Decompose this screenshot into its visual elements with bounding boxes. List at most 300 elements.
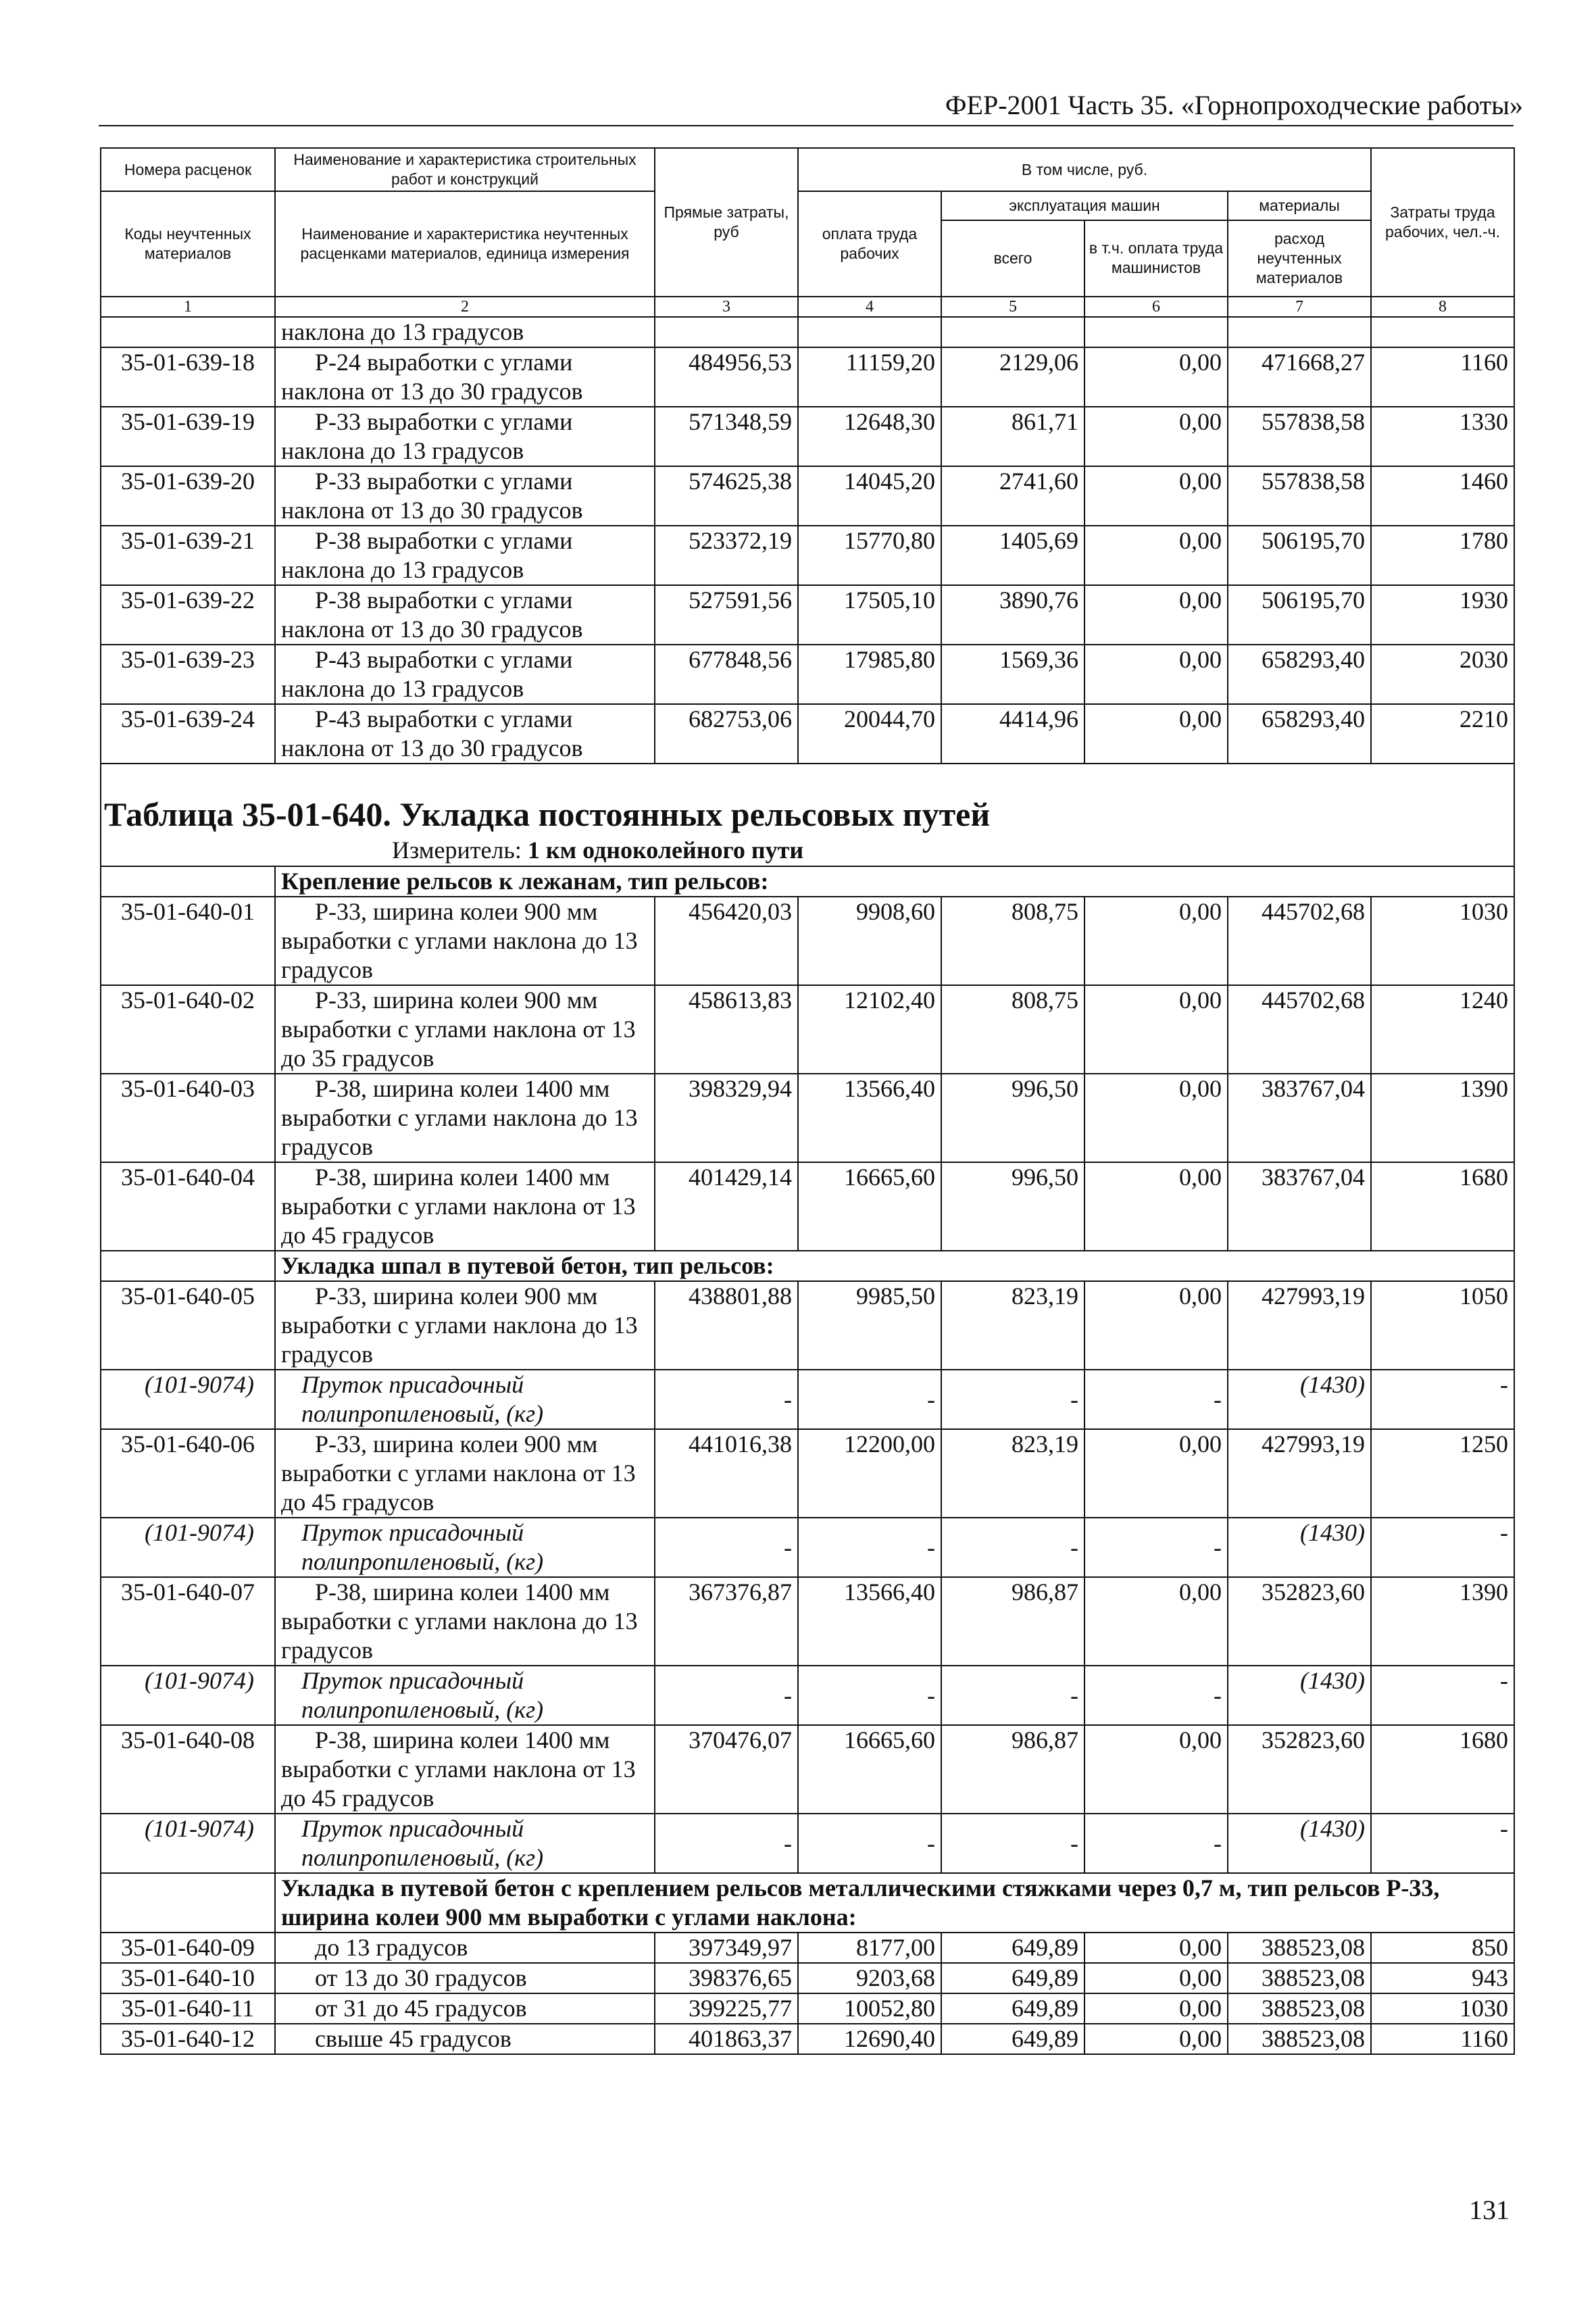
header-materials-use: расход неучтенных материалов <box>1228 220 1371 297</box>
material-code: (101-9074) <box>101 1370 275 1429</box>
column-number: 3 <box>655 297 798 317</box>
value-cell: 557838,58 <box>1228 407 1371 466</box>
material-name-text: Пруток присадочный полипропиленовый, (кг) <box>301 1815 544 1871</box>
value-cell: 388523,08 <box>1228 2024 1371 2054</box>
value-cell: 401863,37 <box>655 2024 798 2054</box>
value-cell: 1405,69 <box>941 526 1084 585</box>
value-cell: 0,00 <box>1084 1074 1228 1162</box>
material-code: (101-9074) <box>101 1814 275 1873</box>
table-title-row <box>101 764 1514 866</box>
rate-name <box>275 1993 655 2024</box>
subsection-spacer <box>101 1251 275 1281</box>
value-cell: 9908,60 <box>798 897 941 985</box>
subsection-cell <box>275 1873 1514 1933</box>
header-direct-costs: Прямые затраты, руб <box>655 148 798 297</box>
value-cell: 0,00 <box>1084 985 1228 1074</box>
value-cell: - <box>798 1666 941 1725</box>
rate-code: 35-01-640-08 <box>101 1725 275 1814</box>
table-row <box>101 1963 1514 1993</box>
value-cell: 850 <box>1371 1933 1514 1963</box>
rate-code: 35-01-640-12 <box>101 2024 275 2054</box>
table-row <box>101 1725 1514 1814</box>
value-cell: 808,75 <box>941 985 1084 1074</box>
column-number: 2 <box>275 297 655 317</box>
value-cell: 484956,53 <box>655 347 798 407</box>
table-title-cell <box>101 764 1514 866</box>
rate-name-first-line: Р-38, ширина колеи 1400 мм <box>315 1726 610 1753</box>
value-cell: 11159,20 <box>798 347 941 407</box>
value-cell: 0,00 <box>1084 1429 1228 1518</box>
material-name <box>275 1370 655 1429</box>
header-material-codes: Коды неучтенных материалов <box>101 191 275 297</box>
value-cell: 0,00 <box>1084 585 1228 645</box>
rate-name-first-line: Р-38, ширина колеи 1400 мм <box>315 1164 610 1191</box>
value-cell: - <box>1371 1814 1514 1873</box>
value-cell: 571348,59 <box>655 407 798 466</box>
value-cell: 15770,80 <box>798 526 941 585</box>
value-cell: - <box>1084 1666 1228 1725</box>
rate-name-first-line: Р-43 выработки с углами <box>315 646 573 673</box>
value-cell: 0,00 <box>1084 1933 1228 1963</box>
value-cell: - <box>1371 1666 1514 1725</box>
rate-code: 35-01-639-19 <box>101 407 275 466</box>
value-cell: - <box>941 1814 1084 1873</box>
rate-name-continuation: наклона до 13 градусов <box>281 437 524 464</box>
header-row-2 <box>101 191 1514 220</box>
value-cell: 1030 <box>1371 1993 1514 2024</box>
value-cell: (1430) <box>1228 1518 1371 1577</box>
value-cell <box>1084 317 1228 347</box>
rate-name <box>275 1074 655 1162</box>
column-number-row <box>101 297 1514 317</box>
subsection-heading: Укладка в путевой бетон с креплением рельсов металлическими стяжками через 0,7 м, тип рельсов Р-33, ширина колеи 900 мм выработки с углами наклона: <box>281 1874 1440 1931</box>
value-cell: 682753,06 <box>655 704 798 764</box>
material-name-text: Пруток присадочный полипропиленовый, (кг) <box>301 1519 544 1575</box>
rate-name-continuation: выработки с углами наклона до 13 градусов <box>281 1104 638 1160</box>
value-cell: 9203,68 <box>798 1963 941 1993</box>
value-cell: 996,50 <box>941 1074 1084 1162</box>
rate-name-continuation: выработки с углами наклона до 13 градусов <box>281 1608 638 1664</box>
value-cell: 0,00 <box>1084 1162 1228 1251</box>
rate-name-text: от 31 до 45 градусов <box>315 1995 527 2022</box>
rate-name-first-line: Р-43 выработки с углами <box>315 705 573 732</box>
value-cell: - <box>655 1814 798 1873</box>
value-cell: 401429,14 <box>655 1162 798 1251</box>
table-row <box>101 704 1514 764</box>
rate-code: 35-01-640-03 <box>101 1074 275 1162</box>
rate-name-continuation: выработки с углами наклона от 13 до 45 градусов <box>281 1756 636 1812</box>
header-materials: материалы <box>1228 191 1371 220</box>
value-cell: 0,00 <box>1084 1993 1228 2024</box>
rate-name <box>275 347 655 407</box>
value-cell: 861,71 <box>941 407 1084 466</box>
value-cell: (1430) <box>1228 1666 1371 1725</box>
rate-name-first-line: Р-38 выработки с углами <box>315 587 573 614</box>
value-cell: 523372,19 <box>655 526 798 585</box>
value-cell: 17505,10 <box>798 585 941 645</box>
header-machines-total: всего <box>941 220 1084 297</box>
rate-name <box>275 407 655 466</box>
table-row <box>101 585 1514 645</box>
rate-code: 35-01-639-18 <box>101 347 275 407</box>
value-cell: 388523,08 <box>1228 1993 1371 2024</box>
rate-code <box>101 317 275 347</box>
value-cell: - <box>1084 1518 1228 1577</box>
value-cell: - <box>1371 1370 1514 1429</box>
column-number: 7 <box>1228 297 1371 317</box>
value-cell: 0,00 <box>1084 466 1228 526</box>
value-cell: 16665,60 <box>798 1725 941 1814</box>
rate-name-first-line: Р-33, ширина колеи 900 мм <box>315 1430 598 1458</box>
value-cell: 677848,56 <box>655 645 798 704</box>
value-cell <box>798 317 941 347</box>
value-cell: 10052,80 <box>798 1993 941 2024</box>
rate-name <box>275 1577 655 1666</box>
value-cell: 808,75 <box>941 897 1084 985</box>
value-cell: - <box>1084 1370 1228 1429</box>
rate-code: 35-01-640-05 <box>101 1281 275 1370</box>
value-cell: 1780 <box>1371 526 1514 585</box>
meter-label: Измеритель: <box>392 837 522 864</box>
rate-name <box>275 1725 655 1814</box>
value-cell: 398376,65 <box>655 1963 798 1993</box>
value-cell: 1030 <box>1371 897 1514 985</box>
rate-name-continuation: наклона от 13 до 30 градусов <box>281 616 583 643</box>
material-name-text: Пруток присадочный полипропиленовый, (кг) <box>301 1667 544 1723</box>
rate-code: 35-01-639-20 <box>101 466 275 526</box>
value-cell: 506195,70 <box>1228 526 1371 585</box>
rate-name-first-line: Р-33, ширина колеи 900 мм <box>315 1283 598 1310</box>
header-rate-number: Номера расценок <box>101 148 275 191</box>
rate-name-text: свыше 45 градусов <box>315 2025 512 2052</box>
rate-name <box>275 317 655 347</box>
value-cell: 1680 <box>1371 1725 1514 1814</box>
value-cell: 1930 <box>1371 585 1514 645</box>
value-cell: (1430) <box>1228 1814 1371 1873</box>
rate-name <box>275 1963 655 1993</box>
value-cell: 2210 <box>1371 704 1514 764</box>
value-cell: 0,00 <box>1084 1725 1228 1814</box>
rate-name-continuation: наклона до 13 градусов <box>281 556 524 583</box>
rate-code: 35-01-640-07 <box>101 1577 275 1666</box>
value-cell: - <box>941 1666 1084 1725</box>
rates-table <box>100 147 1515 2055</box>
value-cell: 1390 <box>1371 1577 1514 1666</box>
value-cell: 427993,19 <box>1228 1429 1371 1518</box>
value-cell: 557838,58 <box>1228 466 1371 526</box>
material-row <box>101 1370 1514 1429</box>
table-row <box>101 1162 1514 1251</box>
value-cell: - <box>1084 1814 1228 1873</box>
header-labor-costs: Затраты труда рабочих, чел.-ч. <box>1371 148 1514 297</box>
rate-name-first-line: Р-38 выработки с углами <box>315 527 573 554</box>
subsection-row <box>101 1251 1514 1281</box>
value-cell: 0,00 <box>1084 645 1228 704</box>
value-cell: - <box>941 1518 1084 1577</box>
rate-name-first-line: Р-38, ширина колеи 1400 мм <box>315 1578 610 1605</box>
rate-code: 35-01-639-22 <box>101 585 275 645</box>
value-cell: 20044,70 <box>798 704 941 764</box>
value-cell: 438801,88 <box>655 1281 798 1370</box>
rate-name-text: до 13 градусов <box>315 1934 468 1961</box>
rate-name-continuation: наклона от 13 до 30 градусов <box>281 497 583 524</box>
value-cell: 12648,30 <box>798 407 941 466</box>
value-cell: 574625,38 <box>655 466 798 526</box>
value-cell: 12690,40 <box>798 2024 941 2054</box>
table-row <box>101 1993 1514 2024</box>
value-cell: 388523,08 <box>1228 1933 1371 1963</box>
value-cell: 13566,40 <box>798 1577 941 1666</box>
value-cell <box>1371 317 1514 347</box>
material-name <box>275 1666 655 1725</box>
rate-name-continuation: выработки с углами наклона от 13 до 45 градусов <box>281 1193 636 1249</box>
table-row <box>101 645 1514 704</box>
value-cell: 1240 <box>1371 985 1514 1074</box>
rate-name <box>275 985 655 1074</box>
subsection-heading: Крепление рельсов к лежанам, тип рельсов: <box>281 868 769 895</box>
material-name <box>275 1518 655 1577</box>
value-cell: 986,87 <box>941 1725 1084 1814</box>
rate-name-first-line: Р-33 выработки с углами <box>315 408 573 435</box>
subsection-row <box>101 1873 1514 1933</box>
column-number: 4 <box>798 297 941 317</box>
value-cell: 3890,76 <box>941 585 1084 645</box>
rate-code: 35-01-639-21 <box>101 526 275 585</box>
value-cell: 8177,00 <box>798 1933 941 1963</box>
value-cell: 4414,96 <box>941 704 1084 764</box>
value-cell: - <box>798 1370 941 1429</box>
value-cell: - <box>655 1666 798 1725</box>
table-meter <box>101 835 1514 866</box>
value-cell: - <box>655 1370 798 1429</box>
value-cell: 2129,06 <box>941 347 1084 407</box>
table-row <box>101 1933 1514 1963</box>
material-code: (101-9074) <box>101 1518 275 1577</box>
rate-name-first-line: Р-33, ширина колеи 900 мм <box>315 987 598 1014</box>
rate-name-continuation: выработки с углами наклона до 13 градусов <box>281 1312 638 1368</box>
rate-name <box>275 585 655 645</box>
column-number: 5 <box>941 297 1084 317</box>
value-cell: 1160 <box>1371 347 1514 407</box>
value-cell: - <box>655 1518 798 1577</box>
rate-name-first-line: Р-33, ширина колеи 900 мм <box>315 898 598 925</box>
rates-table-body <box>101 148 1514 2054</box>
rate-name-continuation: выработки с углами наклона от 13 до 45 градусов <box>281 1460 636 1516</box>
table-row <box>101 466 1514 526</box>
value-cell: - <box>1371 1518 1514 1577</box>
rate-code: 35-01-639-23 <box>101 645 275 704</box>
rate-name-first-line: Р-38, ширина колеи 1400 мм <box>315 1075 610 1102</box>
value-cell: 506195,70 <box>1228 585 1371 645</box>
value-cell: 0,00 <box>1084 407 1228 466</box>
value-cell: 527591,56 <box>655 585 798 645</box>
header-work-name: Наименование и характеристика строительных работ и конструкций <box>275 148 655 191</box>
page-number: 131 <box>1469 2195 1510 2225</box>
value-cell: 471668,27 <box>1228 347 1371 407</box>
table-row <box>101 526 1514 585</box>
material-name-text: Пруток присадочный полипропиленовый, (кг) <box>301 1371 544 1427</box>
rate-name-continuation: наклона до 13 градусов <box>281 675 524 702</box>
header-rule <box>99 125 1514 126</box>
table-row <box>101 317 1514 347</box>
header-material-name: Наименование и характеристика неучтенных расценками материалов, единица измерения <box>275 191 655 297</box>
rate-name <box>275 1933 655 1963</box>
value-cell: 12102,40 <box>798 985 941 1074</box>
running-head: ФЕР-2001 Часть 35. «Горнопроходческие работы» <box>945 90 1523 120</box>
value-cell: 12200,00 <box>798 1429 941 1518</box>
value-cell: 445702,68 <box>1228 985 1371 1074</box>
header-row-1 <box>101 148 1514 191</box>
rate-code: 35-01-640-02 <box>101 985 275 1074</box>
value-cell: 0,00 <box>1084 2024 1228 2054</box>
subsection-cell <box>275 1251 1514 1281</box>
value-cell: 397349,97 <box>655 1933 798 1963</box>
value-cell: 352823,60 <box>1228 1725 1371 1814</box>
table-row <box>101 2024 1514 2054</box>
rate-code: 35-01-640-11 <box>101 1993 275 2024</box>
value-cell: 1160 <box>1371 2024 1514 2054</box>
rate-name-continuation: наклона от 13 до 30 градусов <box>281 378 583 405</box>
table-title: Таблица 35-01-640. Укладка постоянных рельсовых путей <box>104 795 991 833</box>
value-cell: 383767,04 <box>1228 1074 1371 1162</box>
value-cell: 823,19 <box>941 1281 1084 1370</box>
value-cell: 367376,87 <box>655 1577 798 1666</box>
rate-name <box>275 645 655 704</box>
value-cell: 441016,38 <box>655 1429 798 1518</box>
meter-value: 1 км одноколейного пути <box>527 837 804 864</box>
rate-code: 35-01-640-09 <box>101 1933 275 1963</box>
value-cell: 0,00 <box>1084 1577 1228 1666</box>
value-cell: 1460 <box>1371 466 1514 526</box>
rate-code: 35-01-640-04 <box>101 1162 275 1251</box>
rate-name-continuation: выработки с углами наклона от 13 до 35 градусов <box>281 1016 636 1072</box>
value-cell: 658293,40 <box>1228 704 1371 764</box>
value-cell: 2741,60 <box>941 466 1084 526</box>
rate-name-continuation: выработки с углами наклона до 13 градусов <box>281 927 638 983</box>
value-cell: 823,19 <box>941 1429 1084 1518</box>
material-name <box>275 1814 655 1873</box>
value-cell: 649,89 <box>941 2024 1084 2054</box>
value-cell: 649,89 <box>941 1963 1084 1993</box>
value-cell: 0,00 <box>1084 347 1228 407</box>
value-cell: 1330 <box>1371 407 1514 466</box>
value-cell: 649,89 <box>941 1933 1084 1963</box>
rate-code: 35-01-640-01 <box>101 897 275 985</box>
value-cell <box>941 317 1084 347</box>
value-cell: - <box>798 1814 941 1873</box>
value-cell: 0,00 <box>1084 1281 1228 1370</box>
value-cell: 458613,83 <box>655 985 798 1074</box>
rate-name <box>275 1429 655 1518</box>
rate-name <box>275 704 655 764</box>
column-number: 6 <box>1084 297 1228 317</box>
subsection-spacer <box>101 1873 275 1933</box>
value-cell: 0,00 <box>1084 526 1228 585</box>
value-cell: 427993,19 <box>1228 1281 1371 1370</box>
value-cell: 1680 <box>1371 1162 1514 1251</box>
header-machinists-pay: в т.ч. оплата труда машинистов <box>1084 220 1228 297</box>
table-row <box>101 1429 1514 1518</box>
value-cell: 1390 <box>1371 1074 1514 1162</box>
value-cell: 445702,68 <box>1228 897 1371 985</box>
value-cell: 2030 <box>1371 645 1514 704</box>
value-cell: 383767,04 <box>1228 1162 1371 1251</box>
value-cell: - <box>941 1370 1084 1429</box>
value-cell: 1250 <box>1371 1429 1514 1518</box>
rate-name-continuation: наклона до 13 градусов <box>281 318 524 345</box>
subsection-heading: Укладка шпал в путевой бетон, тип рельсов: <box>281 1252 774 1279</box>
value-cell: 388523,08 <box>1228 1963 1371 1993</box>
rate-code: 35-01-639-24 <box>101 704 275 764</box>
value-cell: 456420,03 <box>655 897 798 985</box>
subsection-cell <box>275 866 1514 897</box>
table-row <box>101 1074 1514 1162</box>
value-cell: 0,00 <box>1084 897 1228 985</box>
material-row <box>101 1518 1514 1577</box>
rate-name <box>275 526 655 585</box>
value-cell: 398329,94 <box>655 1074 798 1162</box>
rate-code: 35-01-640-06 <box>101 1429 275 1518</box>
column-number: 8 <box>1371 297 1514 317</box>
rate-name-continuation: наклона от 13 до 30 градусов <box>281 735 583 762</box>
column-number: 1 <box>101 297 275 317</box>
value-cell: 649,89 <box>941 1993 1084 2024</box>
table-row <box>101 897 1514 985</box>
value-cell: 1050 <box>1371 1281 1514 1370</box>
value-cell: 943 <box>1371 1963 1514 1993</box>
value-cell: 16665,60 <box>798 1162 941 1251</box>
value-cell <box>655 317 798 347</box>
value-cell: 352823,60 <box>1228 1577 1371 1666</box>
header-including: В том числе, руб. <box>798 148 1371 191</box>
table-row <box>101 1281 1514 1370</box>
value-cell: 9985,50 <box>798 1281 941 1370</box>
header-labor-pay: оплата труда рабочих <box>798 191 941 297</box>
table-row <box>101 347 1514 407</box>
value-cell: 658293,40 <box>1228 645 1371 704</box>
value-cell: 986,87 <box>941 1577 1084 1666</box>
table-row <box>101 985 1514 1074</box>
value-cell: 370476,07 <box>655 1725 798 1814</box>
value-cell: 1569,36 <box>941 645 1084 704</box>
value-cell: 996,50 <box>941 1162 1084 1251</box>
rate-name-text: от 13 до 30 градусов <box>315 1964 527 1991</box>
value-cell: 13566,40 <box>798 1074 941 1162</box>
rate-code: 35-01-640-10 <box>101 1963 275 1993</box>
material-row <box>101 1814 1514 1873</box>
subsection-spacer <box>101 866 275 897</box>
value-cell: 14045,20 <box>798 466 941 526</box>
rate-name <box>275 1162 655 1251</box>
value-cell: 0,00 <box>1084 704 1228 764</box>
value-cell <box>1228 317 1371 347</box>
value-cell: 0,00 <box>1084 1963 1228 1993</box>
value-cell: 17985,80 <box>798 645 941 704</box>
table-row <box>101 1577 1514 1666</box>
rate-name <box>275 2024 655 2054</box>
rate-name <box>275 897 655 985</box>
value-cell: 399225,77 <box>655 1993 798 2024</box>
rate-name-first-line: Р-33 выработки с углами <box>315 468 573 495</box>
value-cell: (1430) <box>1228 1370 1371 1429</box>
table-row <box>101 407 1514 466</box>
value-cell: - <box>798 1518 941 1577</box>
rate-name-first-line: Р-24 выработки с углами <box>315 349 573 376</box>
header-machines: эксплуатация машин <box>941 191 1228 220</box>
rate-name <box>275 466 655 526</box>
rate-name <box>275 1281 655 1370</box>
material-row <box>101 1666 1514 1725</box>
